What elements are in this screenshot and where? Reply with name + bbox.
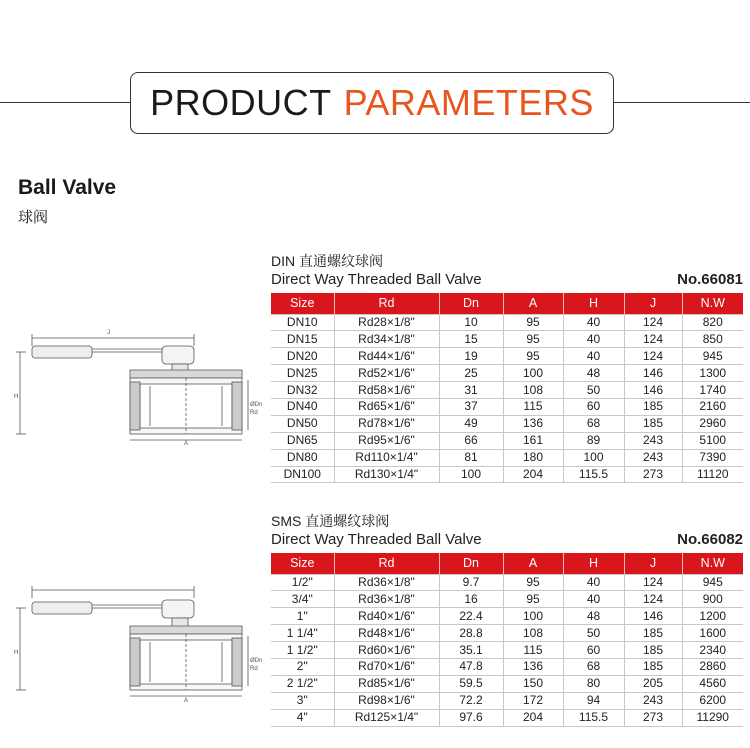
- table-cell: 95: [503, 591, 563, 608]
- column-header: Size: [271, 293, 334, 314]
- table-cell: 100: [563, 449, 624, 466]
- table-cell: 48: [563, 365, 624, 382]
- table-cell: DN10: [271, 314, 334, 331]
- table-cell: DN80: [271, 449, 334, 466]
- table-cell: 5100: [682, 432, 743, 449]
- table-cell: Rd60×1/6": [334, 642, 439, 659]
- column-header: Rd: [334, 293, 439, 314]
- table-cell: DN20: [271, 348, 334, 365]
- table-cell: Rd78×1/6": [334, 415, 439, 432]
- sms-model-number: No.66082: [677, 531, 743, 548]
- valve-drawing-svg: [12, 580, 263, 704]
- table-cell: 15: [439, 331, 503, 348]
- table-cell: 95: [503, 314, 563, 331]
- table-cell: Rd95×1/6": [334, 432, 439, 449]
- din-spec-block: [271, 252, 743, 483]
- table-cell: 100: [439, 466, 503, 483]
- column-header: N.W: [682, 553, 743, 574]
- table-cell: 850: [682, 331, 743, 348]
- table-cell: 89: [563, 432, 624, 449]
- table-cell: 124: [624, 591, 682, 608]
- table-cell: 204: [503, 709, 563, 726]
- table-cell: DN50: [271, 415, 334, 432]
- column-header: H: [563, 293, 624, 314]
- table-cell: 124: [624, 331, 682, 348]
- table-row: [271, 692, 743, 709]
- table-cell: 172: [503, 692, 563, 709]
- sms-spec-table: [271, 553, 743, 727]
- table-cell: 31: [439, 382, 503, 399]
- table-row: [271, 574, 743, 591]
- table-cell: 108: [503, 382, 563, 399]
- table-cell: 100: [503, 608, 563, 625]
- table-row: [271, 608, 743, 625]
- table-cell: 49: [439, 415, 503, 432]
- table-cell: 97.6: [439, 709, 503, 726]
- table-cell: 11120: [682, 466, 743, 483]
- dim-label-a: A: [184, 441, 189, 447]
- table-cell: 95: [503, 331, 563, 348]
- table-cell: 124: [624, 348, 682, 365]
- table-cell: 95: [503, 348, 563, 365]
- page-title-word-2: PARAMETERS: [343, 82, 594, 123]
- din-en-title: Direct Way Threaded Ball Valve: [271, 271, 482, 288]
- table-cell: 136: [503, 658, 563, 675]
- din-model-number: No.66081: [677, 271, 743, 288]
- table-cell: 68: [563, 415, 624, 432]
- dim-label-a: A: [184, 698, 189, 704]
- table-cell: 80: [563, 675, 624, 692]
- table-cell: 124: [624, 574, 682, 591]
- table-row: [271, 675, 743, 692]
- table-cell: 4560: [682, 675, 743, 692]
- table-cell: 1 1/2": [271, 642, 334, 659]
- table-cell: 2340: [682, 642, 743, 659]
- table-cell: 115.5: [563, 709, 624, 726]
- table-cell: 68: [563, 658, 624, 675]
- table-cell: 72.2: [439, 692, 503, 709]
- table-cell: Rd110×1/4": [334, 449, 439, 466]
- table-cell: 243: [624, 432, 682, 449]
- table-cell: 47.8: [439, 658, 503, 675]
- column-header: Dn: [439, 293, 503, 314]
- table-cell: 115.5: [563, 466, 624, 483]
- table-row: [271, 331, 743, 348]
- table-cell: 28.8: [439, 625, 503, 642]
- page-title-word-1: PRODUCT: [150, 82, 332, 123]
- header-rule-left: [0, 102, 132, 103]
- table-cell: Rd28×1/8": [334, 314, 439, 331]
- table-cell: 273: [624, 466, 682, 483]
- table-cell: 204: [503, 466, 563, 483]
- table-cell: 2 1/2": [271, 675, 334, 692]
- dim-label-rd: Rd: [250, 410, 258, 416]
- table-cell: 146: [624, 365, 682, 382]
- table-cell: 243: [624, 449, 682, 466]
- table-cell: 1": [271, 608, 334, 625]
- table-cell: 22.4: [439, 608, 503, 625]
- table-cell: 59.5: [439, 675, 503, 692]
- table-cell: 60: [563, 398, 624, 415]
- table-cell: 185: [624, 658, 682, 675]
- table-cell: Rd34×1/8": [334, 331, 439, 348]
- table-cell: 185: [624, 642, 682, 659]
- table-row: [271, 398, 743, 415]
- dim-label-j: J: [107, 330, 110, 336]
- column-header: A: [503, 553, 563, 574]
- table-row: [271, 625, 743, 642]
- table-cell: 37: [439, 398, 503, 415]
- table-row: [271, 415, 743, 432]
- table-cell: 124: [624, 314, 682, 331]
- dim-label-h: H: [14, 650, 19, 656]
- column-header: J: [624, 553, 682, 574]
- table-cell: 3/4": [271, 591, 334, 608]
- table-cell: 25: [439, 365, 503, 382]
- table-cell: 19: [439, 348, 503, 365]
- table-cell: 2160: [682, 398, 743, 415]
- table-cell: Rd65×1/6": [334, 398, 439, 415]
- dim-label-rd: Rd: [250, 666, 258, 672]
- table-cell: 95: [503, 574, 563, 591]
- table-cell: 9.7: [439, 574, 503, 591]
- table-cell: 1 1/4": [271, 625, 334, 642]
- table-cell: Rd98×1/6": [334, 692, 439, 709]
- table-cell: 945: [682, 348, 743, 365]
- table-cell: 50: [563, 382, 624, 399]
- table-cell: 10: [439, 314, 503, 331]
- table-cell: 161: [503, 432, 563, 449]
- table-cell: 273: [624, 709, 682, 726]
- table-cell: 81: [439, 449, 503, 466]
- sms-spec-block: [271, 512, 743, 727]
- column-header: Size: [271, 553, 334, 574]
- dim-label-dn: ØDn: [250, 402, 263, 408]
- column-header: A: [503, 293, 563, 314]
- table-cell: Rd36×1/8": [334, 591, 439, 608]
- table-cell: 1600: [682, 625, 743, 642]
- table-cell: Rd70×1/6": [334, 658, 439, 675]
- table-cell: Rd52×1/6": [334, 365, 439, 382]
- table-row: [271, 591, 743, 608]
- dim-label-h: H: [14, 394, 19, 400]
- table-cell: 2960: [682, 415, 743, 432]
- table-cell: Rd40×1/6": [334, 608, 439, 625]
- table-cell: 40: [563, 348, 624, 365]
- table-cell: 50: [563, 625, 624, 642]
- table-row: [271, 382, 743, 399]
- table-cell: Rd36×1/8": [334, 574, 439, 591]
- table-cell: 150: [503, 675, 563, 692]
- table-cell: 6200: [682, 692, 743, 709]
- table-cell: 945: [682, 574, 743, 591]
- table-row: [271, 449, 743, 466]
- sms-valve-drawing: [12, 580, 263, 704]
- column-header: Rd: [334, 553, 439, 574]
- table-cell: 243: [624, 692, 682, 709]
- table-cell: DN65: [271, 432, 334, 449]
- table-header-row: [271, 553, 743, 574]
- table-cell: 185: [624, 398, 682, 415]
- table-cell: 1300: [682, 365, 743, 382]
- table-cell: DN40: [271, 398, 334, 415]
- section-subtitle: 球阀: [18, 209, 49, 226]
- table-cell: 146: [624, 382, 682, 399]
- column-header: J: [624, 293, 682, 314]
- table-cell: 40: [563, 314, 624, 331]
- table-cell: 48: [563, 608, 624, 625]
- valve-drawing-svg: [12, 322, 263, 447]
- table-cell: 66: [439, 432, 503, 449]
- table-cell: 7390: [682, 449, 743, 466]
- table-row: [271, 348, 743, 365]
- table-cell: 115: [503, 642, 563, 659]
- din-valve-drawing: [12, 322, 263, 447]
- header-rule-right: [612, 102, 750, 103]
- table-row: [271, 365, 743, 382]
- table-cell: 100: [503, 365, 563, 382]
- table-cell: 40: [563, 331, 624, 348]
- column-header: Dn: [439, 553, 503, 574]
- table-cell: 180: [503, 449, 563, 466]
- table-cell: 146: [624, 608, 682, 625]
- column-header: H: [563, 553, 624, 574]
- table-cell: Rd130×1/4": [334, 466, 439, 483]
- table-cell: Rd44×1/6": [334, 348, 439, 365]
- table-cell: DN15: [271, 331, 334, 348]
- table-cell: 4": [271, 709, 334, 726]
- table-cell: 40: [563, 574, 624, 591]
- table-cell: 205: [624, 675, 682, 692]
- table-cell: 40: [563, 591, 624, 608]
- table-cell: 11290: [682, 709, 743, 726]
- table-cell: 16: [439, 591, 503, 608]
- table-cell: 136: [503, 415, 563, 432]
- table-cell: 1740: [682, 382, 743, 399]
- table-row: [271, 642, 743, 659]
- table-row: [271, 709, 743, 726]
- table-cell: DN25: [271, 365, 334, 382]
- table-cell: 820: [682, 314, 743, 331]
- table-cell: 1/2": [271, 574, 334, 591]
- table-row: [271, 658, 743, 675]
- table-cell: 2": [271, 658, 334, 675]
- table-cell: 900: [682, 591, 743, 608]
- table-row: [271, 314, 743, 331]
- dim-label-dn: ØDn: [250, 658, 263, 664]
- table-cell: Rd85×1/6": [334, 675, 439, 692]
- column-header: N.W: [682, 293, 743, 314]
- table-cell: 35.1: [439, 642, 503, 659]
- table-cell: 60: [563, 642, 624, 659]
- table-cell: 3": [271, 692, 334, 709]
- table-cell: Rd58×1/6": [334, 382, 439, 399]
- table-cell: 1200: [682, 608, 743, 625]
- table-cell: 115: [503, 398, 563, 415]
- table-cell: 108: [503, 625, 563, 642]
- section-title: Ball Valve: [18, 176, 117, 199]
- page-title: [130, 72, 614, 134]
- table-cell: 94: [563, 692, 624, 709]
- table-cell: 185: [624, 415, 682, 432]
- table-header-row: [271, 293, 743, 314]
- table-cell: Rd48×1/6": [334, 625, 439, 642]
- table-row: [271, 432, 743, 449]
- din-cn-title: DIN 直通螺纹球阀: [271, 253, 383, 269]
- table-row: [271, 466, 743, 483]
- sms-en-title: Direct Way Threaded Ball Valve: [271, 531, 482, 548]
- table-cell: 185: [624, 625, 682, 642]
- sms-cn-title: SMS 直通螺纹球阀: [271, 513, 390, 529]
- din-spec-table: [271, 293, 743, 483]
- table-cell: 2860: [682, 658, 743, 675]
- table-cell: DN32: [271, 382, 334, 399]
- table-cell: Rd125×1/4": [334, 709, 439, 726]
- table-cell: DN100: [271, 466, 334, 483]
